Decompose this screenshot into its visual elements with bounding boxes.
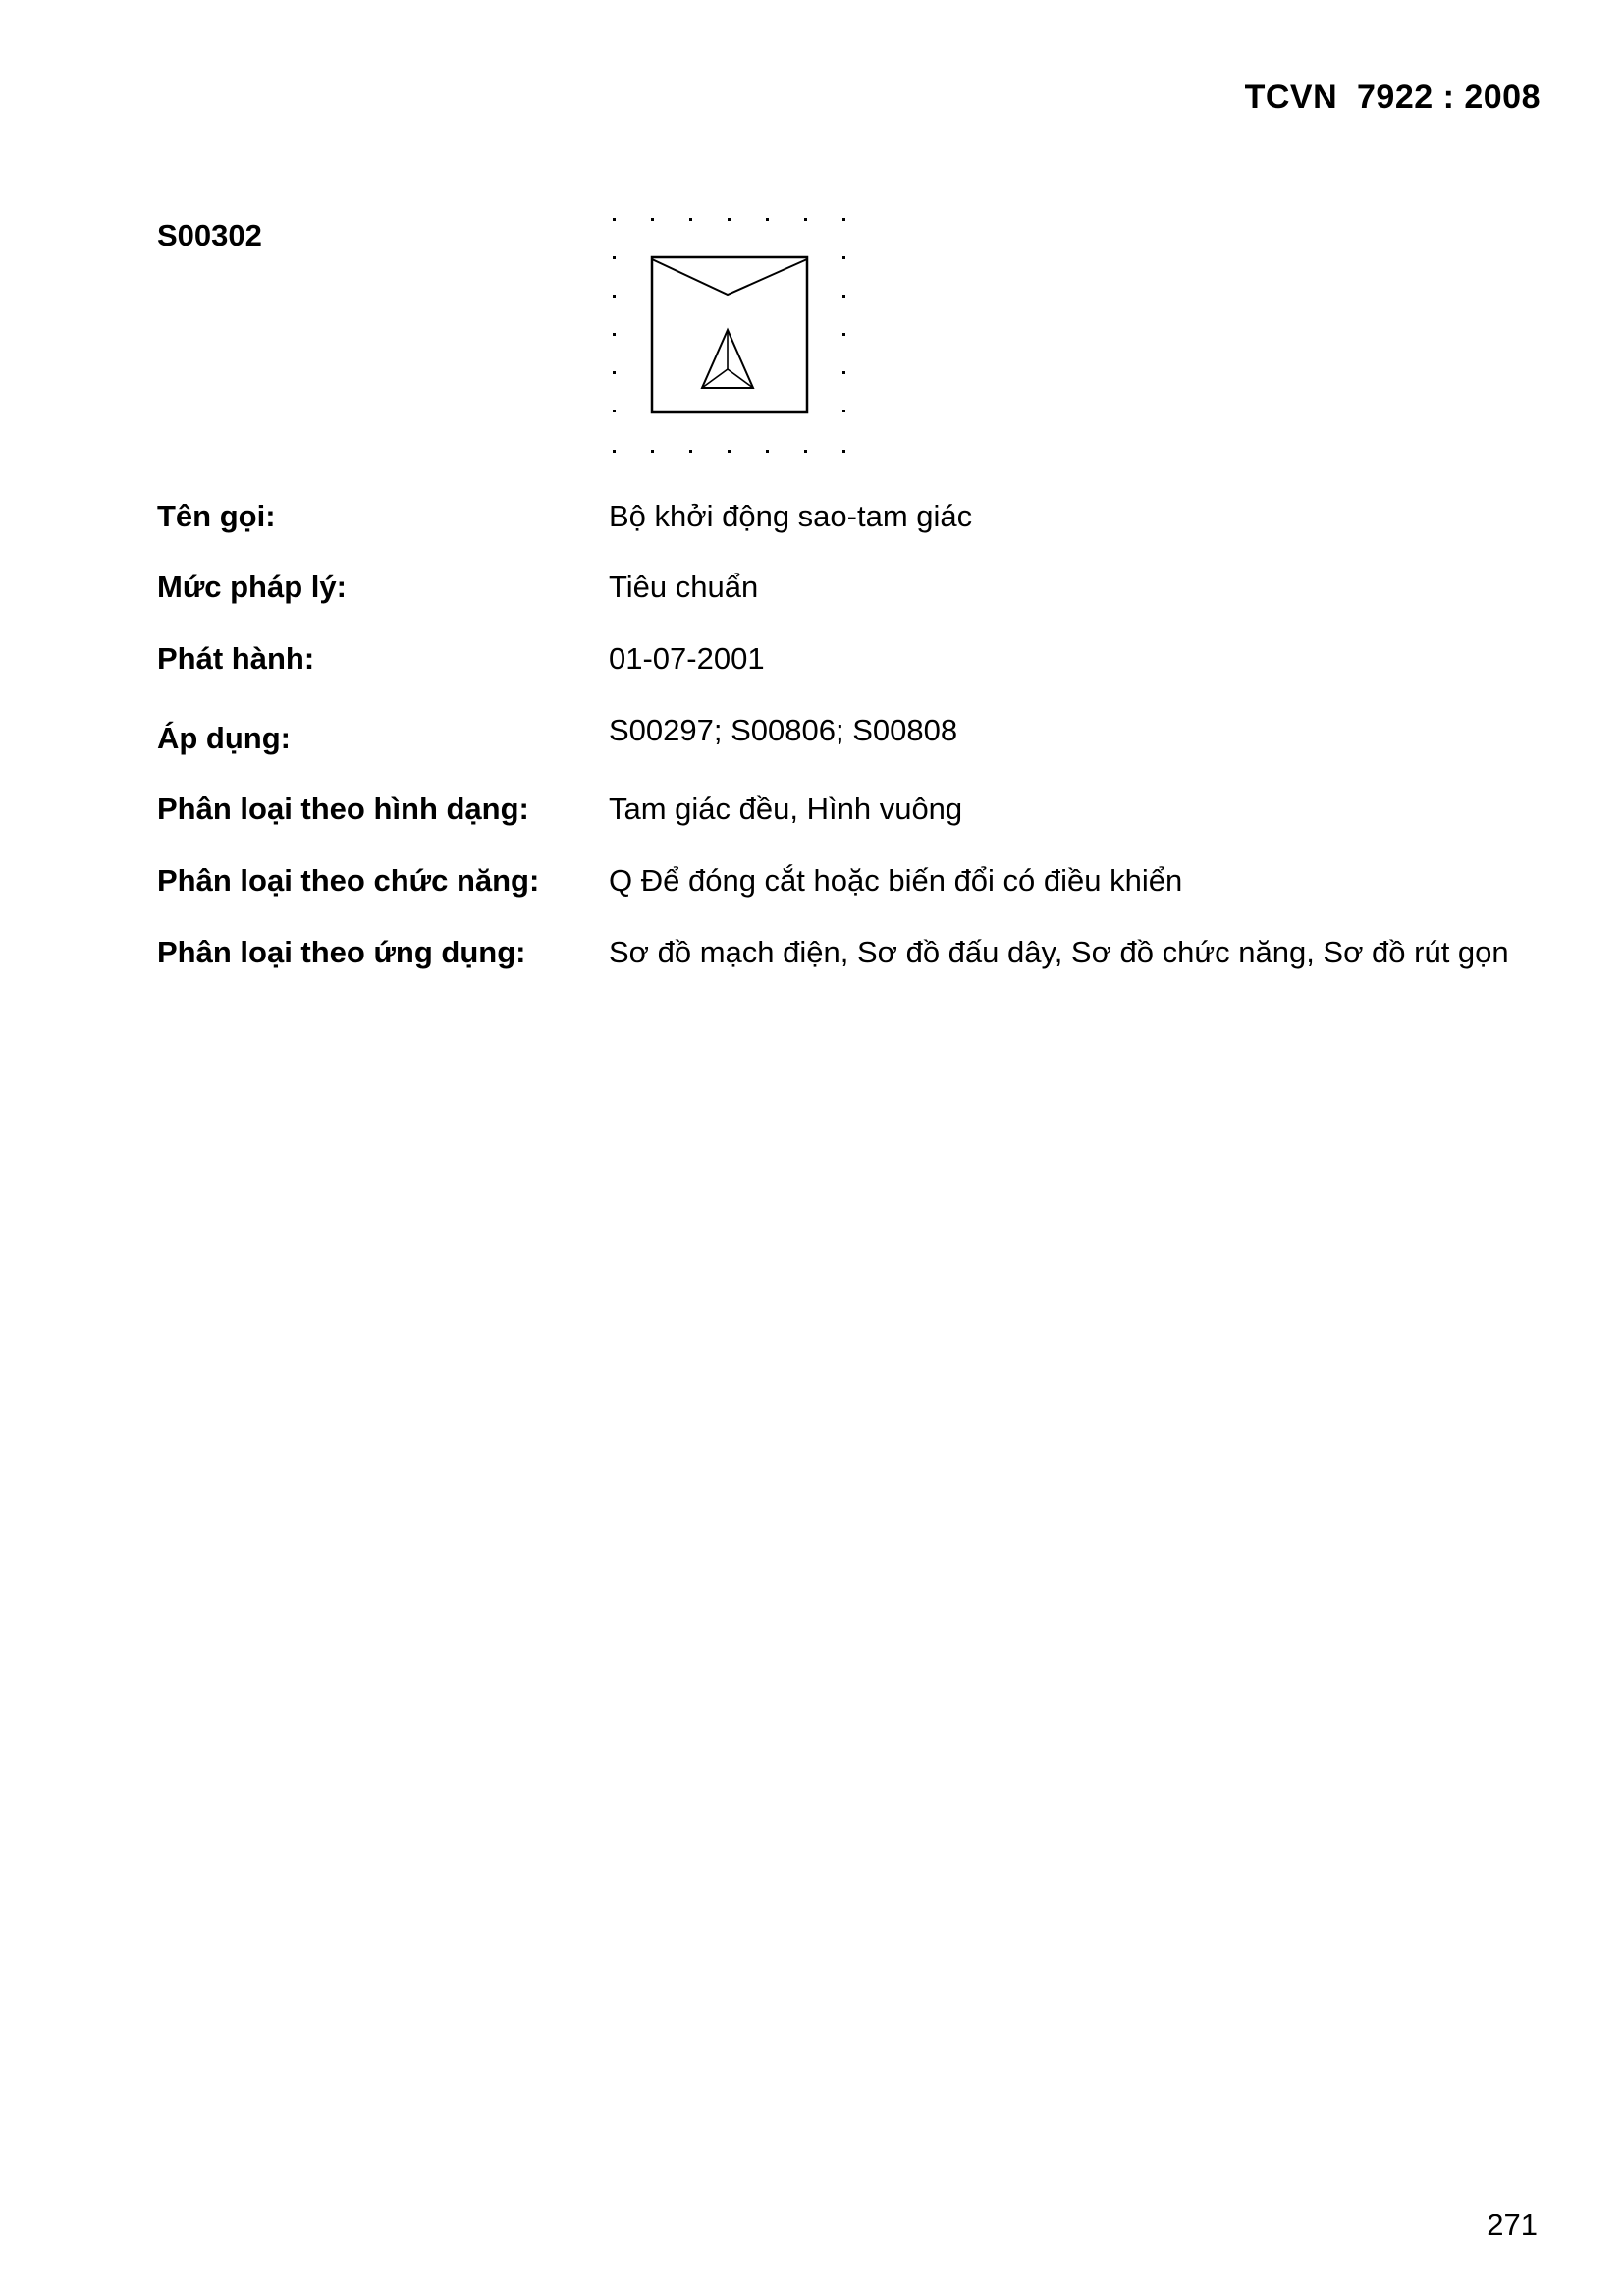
property-value: Sơ đồ mạch điện, Sơ đồ đấu dây, Sơ đồ chức năng, Sơ đồ rút gọn xyxy=(609,935,1509,969)
symbol-id: S00302 xyxy=(157,218,262,252)
symbol-figure xyxy=(607,212,862,458)
property-value: Tam giác đều, Hình vuông xyxy=(609,792,963,826)
star-delta-starter-icon xyxy=(607,212,862,458)
property-value: Tiêu chuẩn xyxy=(609,570,759,604)
property-value: Q Để đóng cắt hoặc biến đổi có điều khiển xyxy=(609,863,1183,898)
property-label: Phát hành: xyxy=(157,641,315,676)
property-label: Phân loại theo hình dạng: xyxy=(157,792,529,826)
property-label: Phân loại theo chức năng: xyxy=(157,863,540,898)
property-label: Mức pháp lý: xyxy=(157,570,347,604)
property-label: Phân loại theo ứng dụng: xyxy=(157,935,526,969)
property-value: S00297; S00806; S00808 xyxy=(609,713,958,747)
page-number: 271 xyxy=(1487,2208,1538,2242)
property-label: Áp dụng: xyxy=(157,721,292,755)
star-icon xyxy=(702,330,753,388)
property-value: 01-07-2001 xyxy=(609,641,765,676)
standard-code: TCVN 7922 : 2008 xyxy=(1244,79,1541,116)
property-value: Bộ khởi động sao-tam giác xyxy=(609,499,973,533)
v-line-icon xyxy=(652,259,807,295)
property-label: Tên gọi: xyxy=(157,499,276,533)
